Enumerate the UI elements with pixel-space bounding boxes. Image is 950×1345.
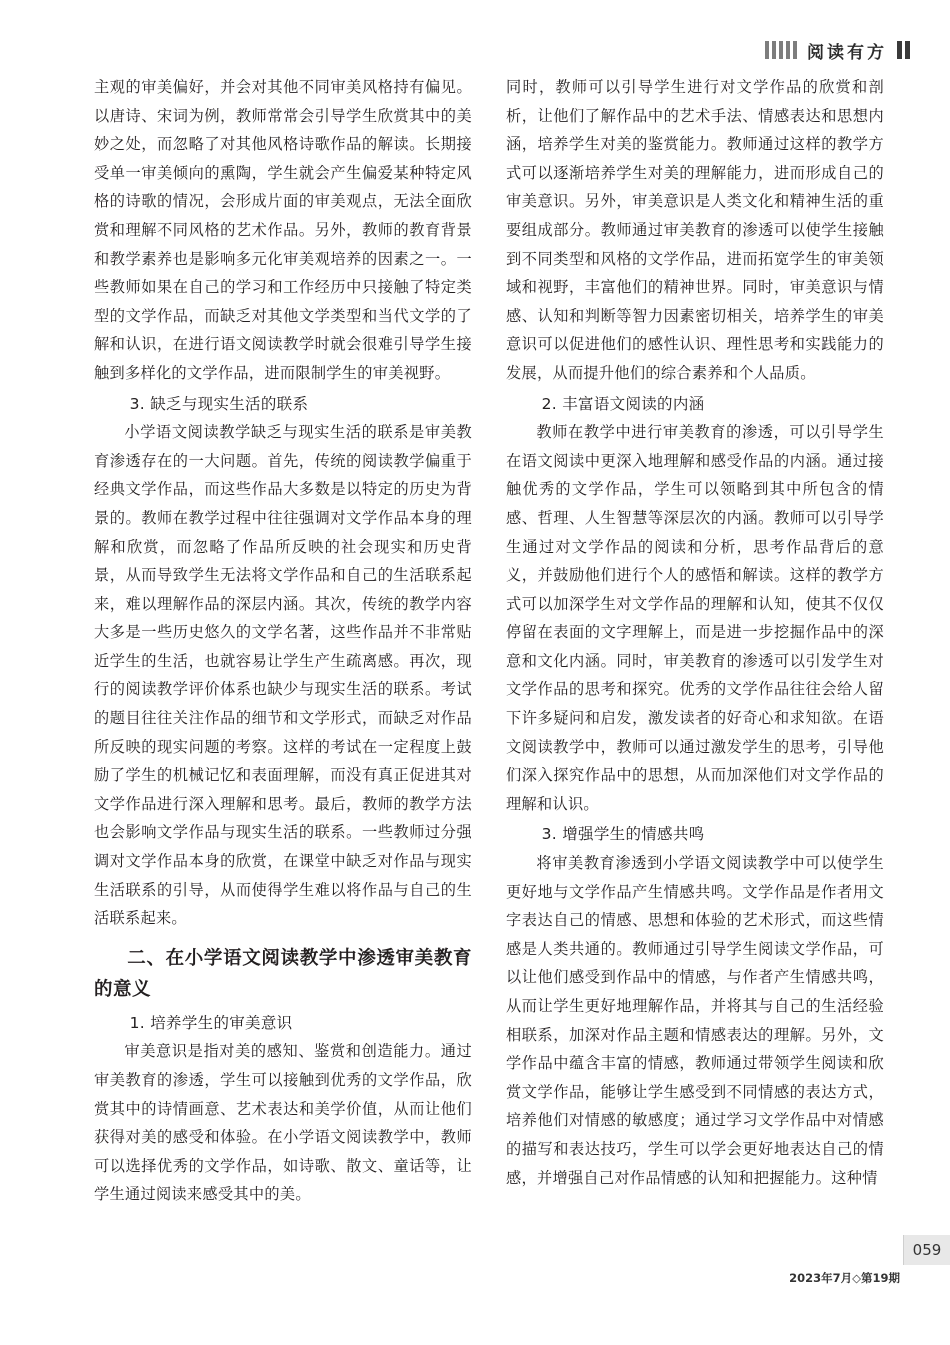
paragraph: 小学语文阅读教学缺乏与现实生活的联系是审美教育渗透存在的一大问题。首先，传统的阅读教学偏重于经典文学作品，而这些作品大多数是以特定的历史为背景的。教师在教学过程中往往强调对文学作品本身的理解和欣赏，而忽略了作品所反映的社会现实和历史背景，从而导致学生无法将文学作品和自己的生活联系起来，难以理解作品的深层内涵。其次，传统的教学内容大多是一些历史悠久的文学名著，这些作品并不非常贴近学生的生活，也就容易让学生产生疏离感。再次，现行的阅读教学评价体系也缺少与现实生活的联系。考试的题目往往关注作品的细节和文学形式，而缺乏对作品所反映的现实问题的考察。这样的考试在一定程度上鼓励了学生的机械记忆和表面理解，而没有真正促进其对文学作品进行深入理解和思考。最后，教师的教学方法也会影响文学作品与现实生活的联系。一些教师过分强调对文学作品本身的欣赏，在课堂中缺乏对作品与现实生活联系的引导，从而使得学生难以将作品与自己的生活联系起来。 bbox=[94, 423, 472, 928]
subsection-heading: 2. 丰富语文阅读的内涵 bbox=[541, 394, 705, 413]
subsection-heading: 3. 增强学生的情感共鸣 bbox=[541, 825, 705, 844]
header-decoration-bars-left bbox=[765, 41, 797, 59]
page-number: 059 bbox=[903, 1235, 950, 1265]
running-header bbox=[765, 38, 910, 62]
header-decoration-bars-right bbox=[897, 41, 910, 59]
subsection-heading: 1. 培养学生的审美意识 bbox=[129, 1013, 293, 1032]
right-column bbox=[506, 73, 884, 1192]
paragraph: 将审美教育渗透到小学语文阅读教学中可以使学生更好地与文学作品产生情感共鸣。文学作品是作者用文字表达自己的情感、思想和体验的艺术形式，而这些情感是人类共通的。教师通过引导学生阅读文学作品，可以让他们感受到作品中的情感，与作者产生情感共鸣，从而让学生更好地理解作品，并将其与自己的生活经验相联系，加深对作品主题和情感表达的理解。另外，文学作品中蕴含丰富的情感，教师通过带领学生阅读和欣赏文学作品，能够让学生感受到不同情感的表达方式，培养他们对情感的敏感度；通过学习文学作品中对情感的描写和表达技巧，学生可以学会更好地表达自己的情感，并增强自己对作品情感的认知和把握能力。这种情 bbox=[506, 854, 884, 1187]
section-title: 阅读有方 bbox=[807, 42, 887, 63]
section-heading: 二、在小学语文阅读教学中渗透审美教育的意义 bbox=[94, 947, 472, 1000]
left-column bbox=[94, 73, 472, 1209]
paragraph: 同时，教师可以引导学生进行对文学作品的欣赏和剖析，让他们了解作品中的艺术手法、情感表达和思想内涵，培养学生对美的鉴赏能力。教师通过这样的教学方式可以逐渐培养学生对美的理解能力，进而形成自己的审美意识。另外，审美意识是人类文化和精神生活的重要组成部分。教师通过审美教育的渗透可以使学生接触到不同类型和风格的文学作品，进而拓宽学生的审美领域和视野，丰富他们的精神世界。同时，审美意识与情感、认知和判断等智力因素密切相关，培养学生的审美意识可以促进他们的感性认识、理性思考和实践能力的发展，从而提升他们的综合素养和个人品质。 bbox=[506, 78, 884, 382]
paragraph: 审美意识是指对美的感知、鉴赏和创造能力。通过审美教育的渗透，学生可以接触到优秀的文学作品，欣赏其中的诗情画意、艺术表达和美学价值，从而让他们获得对美的感受和体验。在小学语文阅读教学中，教师可以选择优秀的文学作品，如诗歌、散文、童话等，让学生通过阅读来感受其中的美。 bbox=[94, 1042, 472, 1204]
paragraph: 主观的审美偏好，并会对其他不同审美风格持有偏见。以唐诗、宋词为例，教师常常会引导学生欣赏其中的美妙之处，而忽略了对其他风格诗歌作品的解读。长期接受单一审美倾向的熏陶，学生就会产生偏爱某种特定风格的诗歌的情况，会形成片面的审美观点，无法全面欣赏和理解不同风格的艺术作品。另外，教师的教育背景和教学素养也是影响多元化审美观培养的因素之一。一些教师如果在自己的学习和工作经历中只接触了特定类型的文学作品，而缺乏对其他文学类型和当代文学的了解和认识，在进行语文阅读教学时就会很难引导学生接触到多样化的文学作品，进而限制学生的审美视野。 bbox=[94, 78, 472, 382]
paragraph: 教师在教学中进行审美教育的渗透，可以引导学生在语文阅读中更深入地理解和感受作品的内涵。通过接触优秀的文学作品，学生可以领略到其中所包含的情感、哲理、人生智慧等深层次的内涵。教师可以引导学生通过对文学作品的阅读和分析，思考作品背后的意义，并鼓励他们进行个人的感悟和解读。这样的教学方式可以加深学生对文学作品的理解和认知，使其不仅仅停留在表面的文字理解上，而是进一步挖掘作品中的深意和文化内涵。同时，审美教育的渗透可以引发学生对文学作品的思考和探究。优秀的文学作品往往会给人留下许多疑问和启发，激发读者的好奇心和求知欲。在语文阅读教学中，教师可以通过激发学生的思考，引导他们深入探究作品中的思想，从而加深他们对文学作品的理解和认识。 bbox=[506, 423, 884, 813]
issue-info: 2023年7月◇第19期 bbox=[789, 1271, 900, 1285]
subsection-heading: 3. 缺乏与现实生活的联系 bbox=[129, 394, 309, 413]
